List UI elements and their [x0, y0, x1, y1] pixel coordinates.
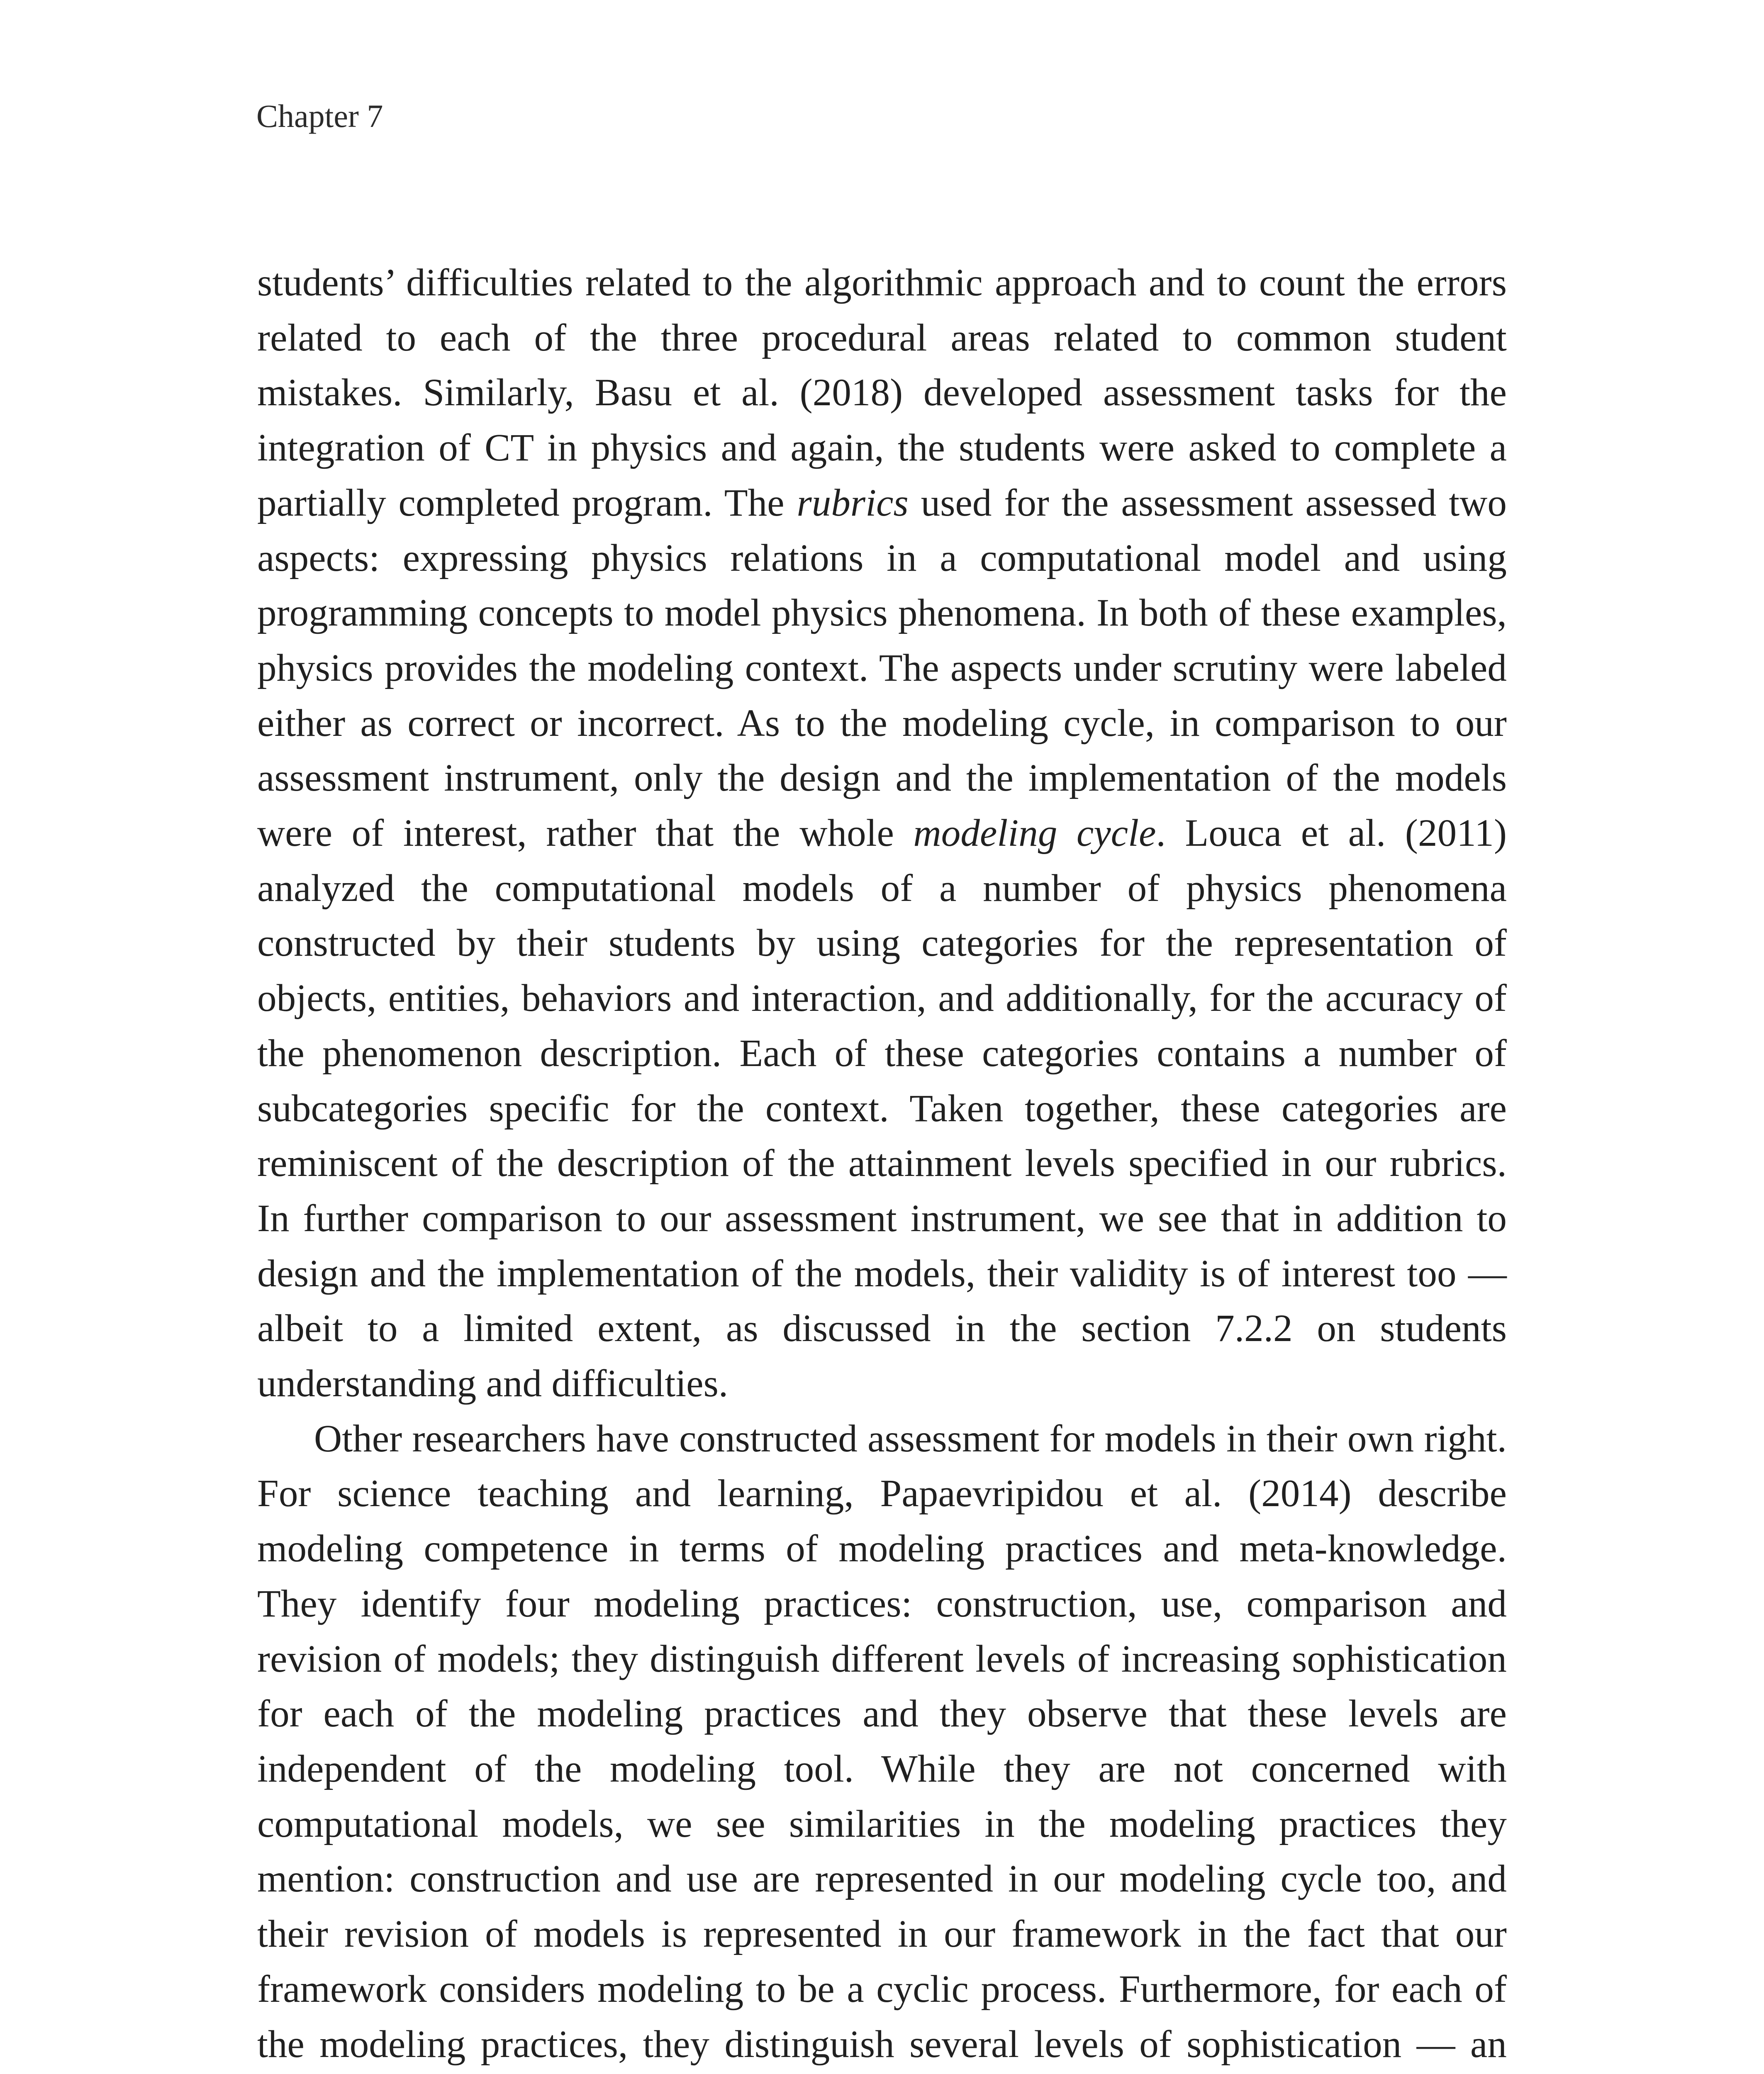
paragraph-1-text-part-2: used for the assessment assessed two aspects: expressing physics relations in a computational model and using programming concepts to model physics phenomena. In both of these examples, physics provides the modeling context. The aspects under scrutiny were labeled either as correct or incorrect. As to the modeling cycle, in comparison to our assessment instrument, only the design and the implementation of the models were of interest, rather that the whole — [257, 481, 1507, 855]
italic-term-modeling-cycle: modeling cycle — [913, 812, 1156, 855]
paragraph-1-text-part-3: . Louca et al. (2011) analyzed the computational models of a number of physics phenomena constructed by their students by using categories for the representation of objects, entities, behaviors and interaction, and additionally, for the accuracy of the phenomenon description. Each of these categories contains a number of subcategories specific for the context. Taken together, these categories are reminiscent of the description of the attainment levels specified in our rubrics. In further comparison to our assessment instrument, we see that in addition to design and the implementation of the models, their validity is of interest too — albeit to a limited extent, as discussed in the section 7.2.2 on students understanding and difficulties. — [257, 812, 1507, 1405]
running-head: Chapter 7 — [256, 98, 383, 134]
paragraph-1 — [257, 256, 1507, 1412]
paragraph-2: Other researchers have constructed assessment for models in their own right. For science teaching and learning, Papaevripidou et al. (2014) describe modeling competence in terms of modeling practices and meta-knowledge. They identify four modeling practices: construction, use, comparison and revision of models; they distinguish different levels of increasing sophistication for each of the modeling practices and they observe that these levels are independent of the modeling tool. While they are not concerned with computational models, we see similarities in the modeling practices they mention: construction and use are represented in our modeling cycle too, and their revision of models is represented in our framework in the fact that our framework considers modeling to be a cyclic process. Furthermore, for each of the modeling practices, they distinguish several levels of sophistication — an — [257, 1417, 1507, 2066]
body-text — [257, 256, 1507, 2074]
paragraph-1-text-part-1: students’ difficulties related to the algorithmic approach and to count the errors related to each of the three procedural areas related to common student mistakes. Similarly, Basu et al. (2018) developed assessment tasks for the integration of CT in physics and again, the students were asked to complete a partially completed program. The — [257, 261, 1507, 524]
italic-term-rubrics: rubrics — [797, 481, 909, 524]
